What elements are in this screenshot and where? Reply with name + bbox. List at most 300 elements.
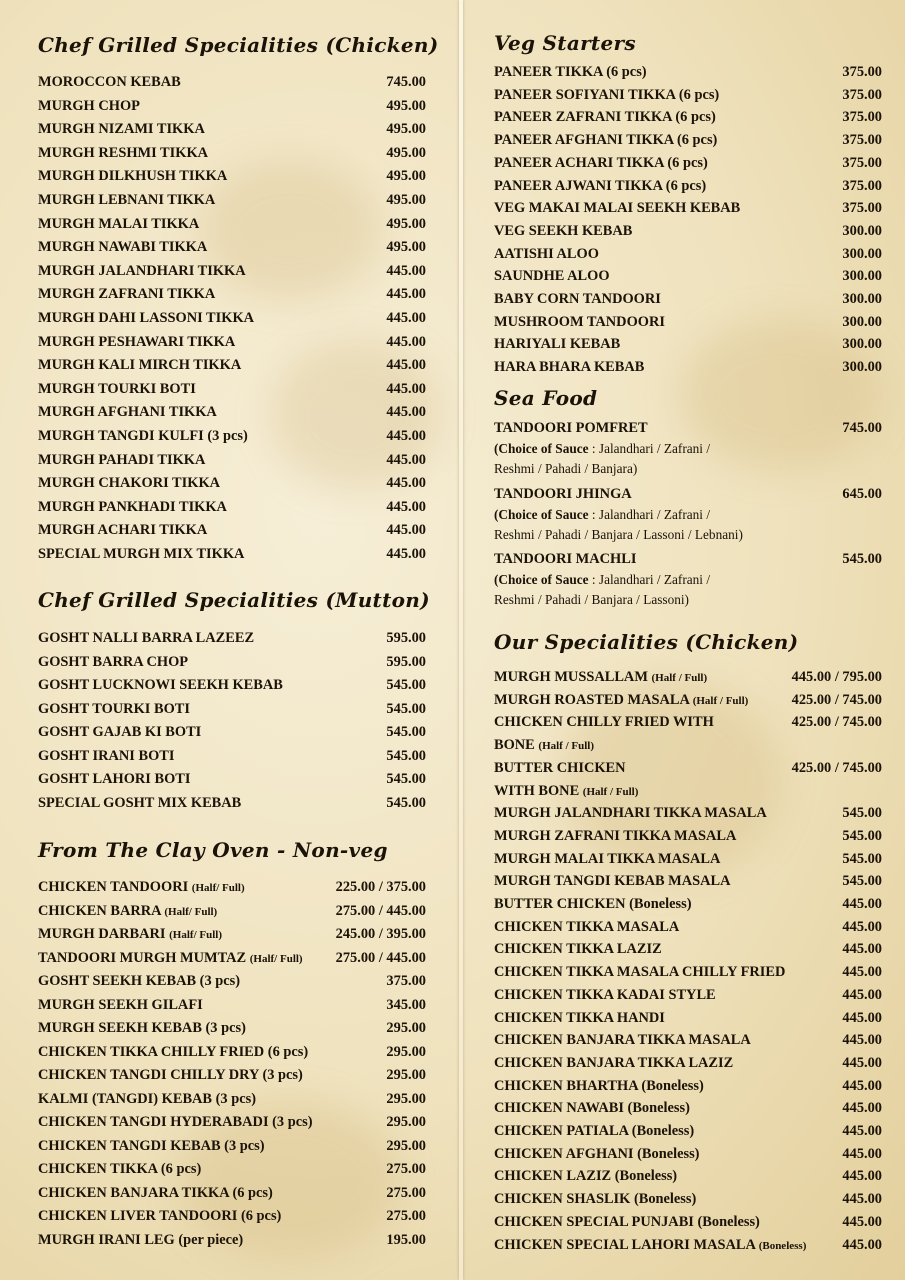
menu-item-row <box>494 1213 882 1231</box>
menu-item-name-text: MURGH SEEKH KEBAB (3 pcs) <box>38 1020 246 1036</box>
menu-item-portion-note: (Half/ Full) <box>169 929 222 941</box>
menu-item-price: 195.00 <box>386 1231 426 1248</box>
menu-item-price: 445.00 <box>842 1145 882 1162</box>
menu-item-row <box>494 895 882 913</box>
menu-item-name <box>494 804 767 822</box>
menu-item-row <box>494 358 882 376</box>
menu-item-name <box>38 356 241 374</box>
menu-item-name-text: MURGH LEBNANI TIKKA <box>38 192 216 208</box>
menu-item-price: 445.00 <box>842 941 882 958</box>
menu-item-name <box>494 691 748 710</box>
menu-item-price: 545.00 <box>842 827 882 844</box>
menu-item-name-text: CHICKEN BANJARA TIKKA MASALA <box>494 1032 751 1049</box>
menu-item-price: 275.00 <box>386 1184 426 1201</box>
menu-item-name-text: MURGH TANGDI KEBAB MASALA <box>494 873 731 890</box>
menu-item-name <box>494 1167 677 1185</box>
sauce-options: : Jalandhari / Zafrani / <box>588 507 711 522</box>
section-heading-chicken-grilled: Chef Grilled Specialities (Chicken) <box>38 33 439 57</box>
menu-item-row <box>38 191 426 209</box>
menu-item-price: 495.00 <box>386 192 426 208</box>
menu-item-name-text: SAUNDHE ALOO <box>494 268 610 285</box>
menu-item-name <box>38 996 203 1014</box>
menu-item-row <box>494 86 882 104</box>
menu-item-name-text: CHICKEN TIKKA KADAI STYLE <box>494 986 716 1003</box>
menu-item-row <box>494 872 882 890</box>
menu-item-name <box>38 451 205 469</box>
menu-item-row <box>38 380 426 398</box>
menu-item-price: 745.00 <box>386 74 426 90</box>
menu-item-name-text: MURGH AFGHANI TIKKA <box>38 404 217 421</box>
menu-item-row <box>38 97 426 115</box>
menu-item-name-text: CHICKEN BHARTHA (Boneless) <box>494 1077 704 1094</box>
menu-item-name-text: MURGH SEEKH GILAFI <box>38 996 203 1013</box>
menu-item-price: 445.00 <box>842 1032 882 1049</box>
menu-item-price: 375.00 <box>842 64 882 80</box>
menu-item-price: 495.00 <box>386 144 426 161</box>
menu-item-name-text: MURGH MALAI TIKKA MASALA <box>494 850 721 867</box>
menu-item-name-text: HARA BHARA KEBAB <box>494 359 645 376</box>
menu-item-row <box>494 131 882 149</box>
menu-item-name-text: MURGH TANGDI KULFI (3 pcs) <box>38 428 248 444</box>
menu-item-price: 345.00 <box>386 996 426 1013</box>
menu-item-name-text: CHICKEN TIKKA MASALA CHILLY FRIED <box>494 964 786 981</box>
menu-item-row <box>38 972 426 990</box>
menu-item-price: 445.00 <box>842 1123 882 1139</box>
menu-item-name-text: MURGH IRANI LEG (per piece) <box>38 1231 244 1248</box>
menu-item-price: 425.00 / 745.00 <box>791 691 882 708</box>
menu-item-name <box>494 154 708 172</box>
menu-item-row <box>494 804 882 822</box>
sauce-options-line <box>494 526 743 544</box>
menu-item-name <box>494 86 719 104</box>
menu-item-row <box>38 1113 426 1131</box>
section-heading-our-specialities: Our Specialities (Chicken) <box>494 630 799 654</box>
menu-item-price: 295.00 <box>386 1090 426 1107</box>
menu-item-name-text: SPECIAL MURGH MIX TIKKA <box>38 546 245 562</box>
menu-item-name-text: TANDOORI MURGH MUMTAZ <box>38 949 247 966</box>
menu-item-name-text: CHICKEN SHASLIK (Boneless) <box>494 1191 697 1208</box>
menu-item-portion-note: (Half/ Full) <box>249 952 303 965</box>
menu-item-name <box>38 1184 273 1202</box>
menu-item-name <box>494 131 717 149</box>
menu-item-price: 425.00 / 745.00 <box>791 759 882 776</box>
menu-item-name <box>494 245 599 263</box>
menu-item-row <box>38 878 426 897</box>
menu-item-row <box>494 177 882 195</box>
menu-item-name <box>494 177 706 195</box>
menu-item-name-text: MURGH MUSSALLAM <box>494 669 648 685</box>
menu-item-row <box>494 245 882 263</box>
section-heading-clay-oven: From The Clay Oven - Non-veg <box>38 838 388 862</box>
menu-item-row <box>38 333 426 351</box>
menu-item-name-text: PANEER TIKKA (6 pcs) <box>494 64 647 80</box>
menu-item-row <box>38 545 426 563</box>
menu-item-price: 375.00 <box>842 154 882 171</box>
menu-item-name <box>494 358 644 376</box>
menu-item-price: 425.00 / 745.00 <box>791 714 882 731</box>
menu-item-price: 445.00 <box>842 918 882 935</box>
menu-item-name-text: MURGH PESHAWARI TIKKA <box>38 333 236 350</box>
menu-item-name <box>494 759 626 777</box>
menu-item-name-text: MURGH CHAKORI TIKKA <box>38 475 221 492</box>
menu-item-price: 375.00 <box>386 973 426 989</box>
left-column <box>38 0 439 1280</box>
menu-item-name <box>494 827 736 845</box>
menu-item-row <box>38 700 426 718</box>
menu-item-name-text: MURGH PANKHADI TIKKA <box>38 498 227 515</box>
menu-item-row <box>38 676 426 694</box>
sauce-choice-label: (Choice of Sauce <box>494 441 589 456</box>
menu-item-name-text: MURGH JALANDHARI TIKKA MASALA <box>494 805 767 822</box>
menu-item-row <box>38 723 426 741</box>
menu-item-name-text: GOSHT BARRA CHOP <box>38 653 189 670</box>
menu-item-price: 275.00 <box>386 1208 426 1224</box>
menu-item-price: 545.00 <box>842 805 882 822</box>
menu-item-name-text: GOSHT LAHORI BOTI <box>38 771 191 787</box>
menu-item-row <box>38 1231 426 1249</box>
menu-item-name-text: CHICKEN AFGHANI (Boneless) <box>494 1145 700 1162</box>
menu-item-name <box>494 108 716 126</box>
menu-item-name-text: CHICKEN PATIALA (Boneless) <box>494 1123 695 1139</box>
menu-item-row <box>38 1137 426 1155</box>
menu-item-name <box>494 872 731 890</box>
menu-item-row <box>38 262 426 280</box>
menu-item-name-text: CHICKEN TIKKA MASALA <box>494 918 680 935</box>
sauce-options: Reshmi / Pahadi / Banjara / Lassoni / Lebnani) <box>494 527 743 542</box>
menu-item-row <box>38 215 426 233</box>
menu-item-price: 225.00 / 375.00 <box>335 879 426 895</box>
menu-item-row <box>494 918 882 936</box>
menu-item-price: 445.00 <box>386 475 426 492</box>
menu-item-name <box>38 191 215 209</box>
menu-item-row <box>38 1160 426 1178</box>
menu-item-name <box>494 1122 694 1140</box>
menu-item-row <box>494 736 882 755</box>
menu-item-name <box>494 313 665 331</box>
menu-item-row <box>38 770 426 788</box>
menu-item-name-text: GOSHT IRANI BOTI <box>38 747 175 764</box>
menu-item-name-text: BUTTER CHICKEN <box>494 759 626 776</box>
menu-item-name-text: MURGH CHOP <box>38 97 140 114</box>
menu-item-price: 295.00 <box>386 1137 426 1154</box>
menu-item-name <box>38 972 240 990</box>
menu-item-name-text: PANEER AFGHANI TIKKA (6 pcs) <box>494 132 718 149</box>
menu-item-row <box>38 309 426 327</box>
menu-item-name-text: CHICKEN TIKKA HANDI <box>494 1009 665 1026</box>
menu-item-price: 375.00 <box>842 132 882 149</box>
menu-item-row <box>494 1236 882 1255</box>
menu-item-row <box>494 940 882 958</box>
menu-item-name-text: CHICKEN TANDOORI <box>38 879 189 895</box>
menu-item-name-text: MURGH RESHMI TIKKA <box>38 144 209 161</box>
menu-item-row <box>38 1207 426 1225</box>
menu-item-name-text: MURGH DILKHUSH TIKKA <box>38 168 228 185</box>
section-heading-sea-food: Sea Food <box>494 386 598 410</box>
menu-item-price: 545.00 <box>842 873 882 890</box>
menu-item-price: 445.00 <box>842 1009 882 1026</box>
menu-item-name <box>494 1236 806 1255</box>
menu-item-name-text: WITH BONE <box>494 782 580 799</box>
menu-item-price: 545.00 <box>386 724 426 740</box>
seafood-item-name: TANDOORI JHINGA <box>494 486 632 502</box>
menu-item-name <box>38 1137 265 1155</box>
menu-item-row <box>494 759 882 777</box>
menu-item-name-text: BONE <box>494 737 535 754</box>
menu-item-name <box>494 1099 690 1117</box>
menu-item-price: 595.00 <box>386 653 426 670</box>
menu-item-portion-note: (Half / Full) <box>538 740 595 753</box>
menu-item-name <box>494 963 785 981</box>
menu-item-price: 595.00 <box>386 630 426 646</box>
menu-item-name-text: VEG MAKAI MALAI SEEKH KEBAB <box>494 200 741 217</box>
section-heading-mutton-grilled: Chef Grilled Specialities (Mutton) <box>38 588 430 612</box>
menu-item-name <box>38 167 227 185</box>
menu-item-name <box>38 1019 246 1037</box>
menu-item-row <box>38 498 426 516</box>
menu-item-name <box>38 949 303 968</box>
menu-item-price: 300.00 <box>842 268 882 285</box>
menu-item-name <box>494 895 692 913</box>
menu-item-row <box>494 850 882 868</box>
menu-item-price: 495.00 <box>386 215 426 232</box>
menu-item-price: 545.00 <box>386 700 426 717</box>
menu-item-name <box>494 986 716 1004</box>
menu-item-price: 545.00 <box>386 794 426 811</box>
menu-item-name-text: MURGH KALI MIRCH TIKKA <box>38 357 242 374</box>
menu-item-name <box>38 1043 308 1061</box>
menu-item-price: 445.00 <box>842 896 882 912</box>
menu-item-row <box>494 986 882 1004</box>
sauce-options: : Jalandhari / Zafrani / <box>588 441 711 456</box>
menu-item-name-text: CHICKEN SPECIAL LAHORI MASALA <box>494 1236 756 1253</box>
menu-item-row <box>494 1099 882 1117</box>
menu-item-row <box>494 782 882 801</box>
menu-item-name-text: SPECIAL GOSHT MIX KEBAB <box>38 794 242 811</box>
menu-item-row <box>38 1066 426 1084</box>
menu-item-price: 300.00 <box>842 313 882 330</box>
menu-item-price: 495.00 <box>386 168 426 185</box>
menu-item-row <box>38 451 426 469</box>
menu-item-name-text: CHICKEN TIKKA LAZIZ <box>494 941 662 958</box>
menu-item-name <box>38 1231 243 1249</box>
menu-item-name-text: GOSHT NALLI BARRA LAZEEZ <box>38 630 255 646</box>
menu-item-name <box>494 713 714 731</box>
menu-item-price: 275.00 / 445.00 <box>335 949 426 966</box>
menu-item-name-text: PANEER SOFIYANI TIKKA (6 pcs) <box>494 86 720 103</box>
menu-item-price: 375.00 <box>842 109 882 126</box>
menu-item-name-text: MURGH MALAI TIKKA <box>38 215 200 232</box>
menu-item-name <box>38 1113 313 1131</box>
menu-item-row <box>494 1190 882 1208</box>
menu-item-price: 300.00 <box>842 222 882 239</box>
section-heading-veg-starters: Veg Starters <box>494 31 636 55</box>
menu-item-name <box>38 309 254 327</box>
menu-item-price: 375.00 <box>842 200 882 217</box>
menu-item-portion-note: (Boneless) <box>758 1239 807 1252</box>
menu-item-row <box>38 996 426 1014</box>
menu-item-name-text: CHICKEN LAZIZ (Boneless) <box>494 1168 678 1185</box>
menu-item-name <box>38 770 190 788</box>
menu-item-row <box>494 267 882 285</box>
menu-item-row <box>38 285 426 303</box>
menu-item-name <box>494 940 662 958</box>
menu-item-name <box>494 1145 699 1163</box>
menu-item-row <box>494 1031 882 1049</box>
menu-item-name <box>38 545 244 563</box>
menu-item-row <box>38 794 426 812</box>
menu-item-price: 445.00 <box>842 1077 882 1094</box>
menu-item-row <box>38 238 426 256</box>
seafood-item-name: TANDOORI MACHLI <box>494 551 637 567</box>
menu-item-name <box>38 73 181 91</box>
menu-item-name-text: VEG SEEKH KEBAB <box>494 222 633 239</box>
menu-item-name-text: PANEER ACHARI TIKKA (6 pcs) <box>494 154 708 171</box>
menu-item-price: 445.00 / 795.00 <box>791 669 882 685</box>
menu-item-name <box>38 676 283 694</box>
menu-item-name-text: MURGH PAHADI TIKKA <box>38 451 206 468</box>
seafood-item-price: 745.00 <box>842 420 882 436</box>
menu-item-row <box>38 629 426 647</box>
sauce-choice-line <box>494 571 710 589</box>
menu-item-name <box>38 380 196 398</box>
seafood-item-row <box>494 485 882 503</box>
menu-item-name-text: PANEER ZAFRANI TIKKA (6 pcs) <box>494 109 716 126</box>
menu-item-name <box>494 335 620 353</box>
menu-item-name <box>494 222 632 240</box>
menu-item-name-text: CHICKEN TIKKA CHILLY FRIED (6 pcs) <box>38 1043 309 1060</box>
menu-item-name <box>38 427 248 445</box>
menu-item-name <box>38 285 215 303</box>
sauce-choice-line <box>494 506 710 524</box>
menu-item-name <box>494 736 594 755</box>
menu-item-row <box>494 313 882 331</box>
menu-item-name <box>38 1090 256 1108</box>
menu-item-row <box>494 1009 882 1027</box>
menu-item-name <box>494 1190 696 1208</box>
seafood-item-price: 545.00 <box>842 551 882 567</box>
menu-item-row <box>38 356 426 374</box>
menu-item-row <box>494 827 882 845</box>
menu-item-name <box>494 290 661 308</box>
menu-item-name <box>494 850 720 868</box>
menu-item-price: 545.00 <box>842 850 882 867</box>
menu-item-price: 495.00 <box>386 97 426 114</box>
menu-item-name-text: GOSHT TOURKI BOTI <box>38 700 190 717</box>
menu-item-name-text: MURGH ZAFRANI TIKKA <box>38 286 216 303</box>
menu-item-name-text: MURGH ROASTED MASALA <box>494 691 690 708</box>
menu-item-name <box>38 629 254 647</box>
menu-item-price: 295.00 <box>386 1114 426 1130</box>
menu-item-price: 445.00 <box>842 1100 882 1117</box>
sauce-options: Reshmi / Pahadi / Banjara) <box>494 461 638 476</box>
menu-item-row <box>494 1145 882 1163</box>
menu-item-name-text: CHICKEN TANGDI CHILLY DRY (3 pcs) <box>38 1067 303 1083</box>
menu-item-price: 545.00 <box>386 771 426 787</box>
menu-item-name <box>38 403 217 421</box>
menu-item-name-text: GOSHT LUCKNOWI SEEKH KEBAB <box>38 677 283 693</box>
column-divider <box>459 0 463 1280</box>
menu-item-name-text: CHICKEN SPECIAL PUNJABI (Boneless) <box>494 1213 760 1230</box>
menu-item-row <box>38 1019 426 1037</box>
menu-item-row <box>494 691 882 710</box>
sauce-options-line <box>494 460 637 478</box>
menu-item-name-text: MURGH ACHARI TIKKA <box>38 522 208 539</box>
menu-item-price: 445.00 <box>386 333 426 350</box>
menu-item-row <box>38 474 426 492</box>
menu-item-row <box>494 1077 882 1095</box>
menu-item-name-text: CHICKEN TANGDI KEBAB (3 pcs) <box>38 1137 265 1154</box>
menu-item-name <box>38 262 246 280</box>
sauce-choice-line <box>494 440 710 458</box>
menu-item-row <box>38 521 426 539</box>
menu-item-price: 445.00 <box>386 404 426 421</box>
menu-item-row <box>38 1184 426 1202</box>
menu-item-name-text: CHICKEN TANGDI HYDERABADI (3 pcs) <box>38 1114 313 1130</box>
menu-item-price: 445.00 <box>386 451 426 468</box>
menu-item-row <box>38 902 426 921</box>
menu-item-name-text: MURGH JALANDHARI TIKKA <box>38 262 246 279</box>
menu-item-name <box>494 1031 751 1049</box>
menu-item-price: 295.00 <box>386 1020 426 1036</box>
menu-item-name-text: MURGH DAHI LASSONI TIKKA <box>38 310 255 326</box>
menu-item-price: 445.00 <box>842 1054 882 1071</box>
menu-item-price: 445.00 <box>386 546 426 562</box>
menu-item-name-text: CHICKEN CHILLY FRIED WITH <box>494 714 714 731</box>
menu-item-portion-note: (Half / Full) <box>692 694 749 707</box>
menu-item-price: 445.00 <box>842 1236 882 1253</box>
menu-item-row <box>38 747 426 765</box>
menu-item-name-text: CHICKEN BARRA <box>38 902 161 919</box>
menu-item-name <box>38 474 220 492</box>
menu-item-price: 445.00 <box>386 428 426 444</box>
menu-item-price: 445.00 <box>386 262 426 279</box>
menu-item-price: 375.00 <box>842 86 882 103</box>
menu-item-name <box>38 653 188 671</box>
menu-item-price: 495.00 <box>386 121 426 138</box>
menu-item-row <box>38 653 426 671</box>
menu-item-name <box>38 1207 281 1225</box>
menu-item-row <box>494 199 882 217</box>
sauce-options: : Jalandhari / Zafrani / <box>588 572 711 587</box>
menu-item-row <box>494 63 882 81</box>
menu-item-row <box>494 108 882 126</box>
menu-item-name <box>38 794 241 812</box>
menu-item-row <box>494 1167 882 1185</box>
menu-item-name <box>38 120 205 138</box>
menu-item-row <box>494 335 882 353</box>
menu-item-name-text: BABY CORN TANDOORI <box>494 291 661 307</box>
menu-item-price: 295.00 <box>386 1043 426 1060</box>
menu-item-name <box>38 144 208 162</box>
menu-item-row <box>38 1043 426 1061</box>
sauce-options-line <box>494 591 689 609</box>
menu-item-price: 275.00 <box>386 1161 426 1177</box>
menu-item-price: 445.00 <box>842 1168 882 1185</box>
menu-item-price: 445.00 <box>386 380 426 397</box>
menu-item-name-text: MUSHROOM TANDOORI <box>494 313 665 330</box>
menu-item-row <box>38 949 426 968</box>
menu-item-name <box>38 723 201 741</box>
menu-item-row <box>494 154 882 172</box>
menu-item-name-text: GOSHT GAJAB KI BOTI <box>38 724 202 740</box>
menu-item-name-text: PANEER AJWANI TIKKA (6 pcs) <box>494 177 707 194</box>
menu-item-row <box>38 120 426 138</box>
menu-item-name <box>494 1009 665 1027</box>
menu-item-name <box>38 700 190 718</box>
seafood-item-name: TANDOORI POMFRET <box>494 420 648 436</box>
menu-item-name-text: CHICKEN TIKKA (6 pcs) <box>38 1161 202 1177</box>
menu-item-name <box>38 498 227 516</box>
